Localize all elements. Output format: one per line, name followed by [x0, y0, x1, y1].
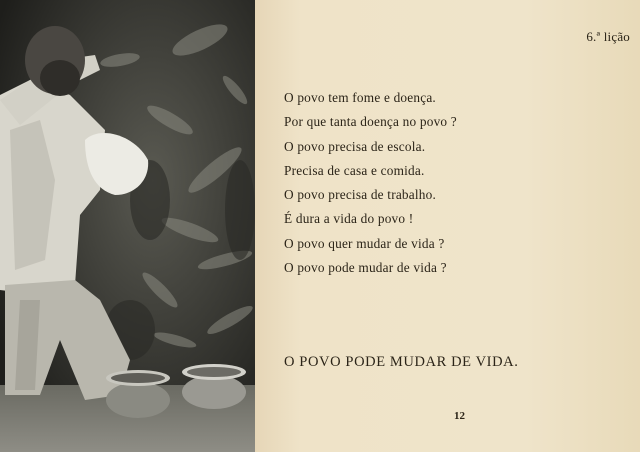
lesson-lines: [284, 88, 457, 282]
text-line: É dura a vida do povo !: [284, 211, 414, 227]
text-line: Precisa de casa e comida.: [284, 162, 425, 178]
text-line: O povo quer mudar de vida ?: [284, 235, 445, 251]
lesson-label: 6.ª lição: [586, 29, 630, 44]
photo-man-washing: [0, 0, 255, 452]
text-page: [255, 0, 640, 452]
headline: O POVO PODE MUDAR DE VIDA.: [284, 354, 519, 370]
text-line: Por que tanta doença no povo ?: [284, 114, 457, 130]
page-number: 12: [454, 410, 465, 422]
text-line: O povo tem fome e doença.: [284, 90, 436, 105]
text-line: O povo precisa de escola.: [284, 138, 426, 154]
text-line: O povo precisa de trabalho.: [284, 187, 436, 203]
text-line: O povo pode mudar de vida ?: [284, 260, 447, 276]
